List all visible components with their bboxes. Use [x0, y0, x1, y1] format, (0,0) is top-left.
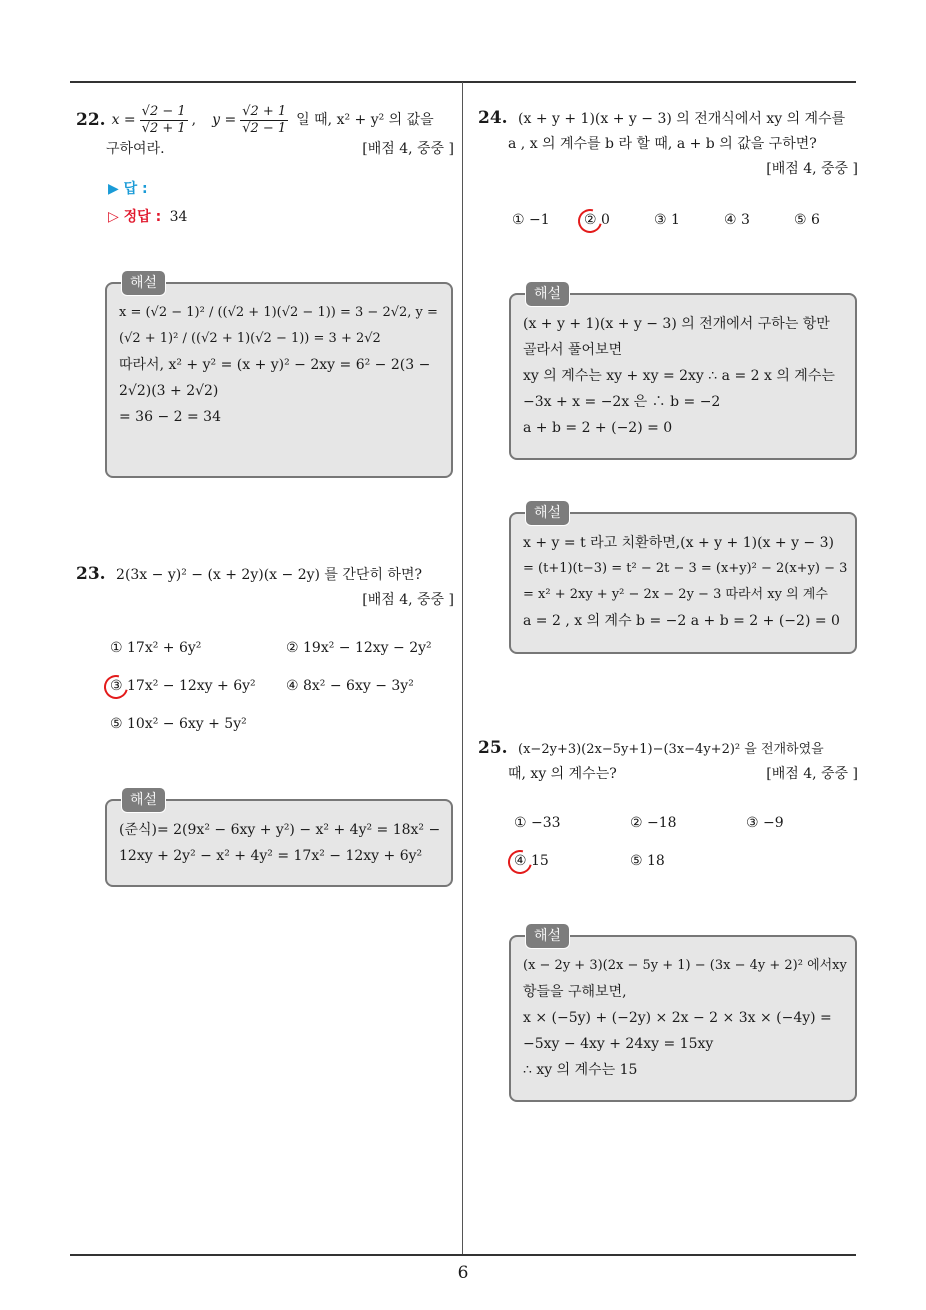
fraction-numerator: √2 + 1: [242, 104, 287, 119]
question-line-1: (x + y + 1)(x + y − 3) 의 전개식에서 xy 의 계수를: [518, 111, 846, 127]
explanation-box: [105, 275, 453, 478]
choice-1[interactable]: ① −33: [514, 815, 561, 831]
choice-2[interactable]: ② −18: [630, 815, 677, 831]
score-meta: [배점 4, 중중 ]: [766, 766, 858, 782]
explanation-tab: 해설: [525, 500, 570, 526]
y-equals: y =: [212, 112, 237, 128]
choice-2[interactable]: ② 0: [584, 212, 610, 228]
explanation-line: ∴ xy 의 계수는 15: [523, 1062, 638, 1078]
explanation-line: 항들을 구해보면,: [523, 984, 627, 1000]
explanation-tab: 해설: [121, 270, 166, 296]
explanation-line: −5xy − 4xy + 24xy = 15xy: [523, 1036, 714, 1052]
explanation-line: (x + y + 1)(x + y − 3) 의 전개에서 구하는 항만: [523, 316, 830, 332]
explanation-line: 12xy + 2y² − x² + 4y² = 17x² − 12xy + 6y²: [119, 848, 423, 864]
explanation-line: = x² + 2xy + y² − 2x − 2y − 3 따라서 xy 의 계수: [523, 587, 828, 602]
choice-4[interactable]: ④ 8x² − 6xy − 3y²: [286, 678, 414, 694]
choice-1[interactable]: ① −1: [512, 212, 550, 228]
fraction-denominator: √2 + 1: [141, 121, 186, 136]
problem-number: 24.: [478, 108, 508, 128]
fraction-numerator: √2 − 1: [141, 104, 186, 119]
score-meta: [배점 4, 중중 ]: [362, 141, 454, 157]
choice-3[interactable]: ③ −9: [746, 815, 784, 831]
selected-answer-circle: [504, 846, 537, 879]
explanation-line: x = (√2 − 1)² / ((√2 + 1)(√2 − 1)) = 3 − 2√2, y =: [119, 305, 438, 320]
bottom-rule: [70, 1254, 856, 1256]
selected-answer-circle: [100, 671, 133, 704]
explanation-line: 따라서, x² + y² = (x + y)² − 2xy = 6² − 2(3 −: [119, 357, 431, 373]
column-divider: [462, 82, 463, 1254]
explanation-line: a + b = 2 + (−2) = 0: [523, 420, 673, 436]
question-line-2: 구하여라.: [106, 141, 165, 157]
answer-line: [108, 178, 148, 198]
question-text: 2(3x − y)² − (x + 2y)(x − 2y) 를 간단히 하면?: [116, 567, 422, 583]
page-number: 6: [457, 1263, 469, 1283]
explanation-box: [509, 928, 857, 1102]
choice-2[interactable]: ② 19x² − 12xy − 2y²: [286, 640, 432, 656]
problem-25: [478, 736, 858, 787]
explanation-line: x × (−5y) + (−2y) × 2x − 2 × 3x × (−4y) =: [523, 1010, 832, 1026]
problem-22: [76, 104, 454, 162]
explanation-line: 골라서 풀어보면: [523, 342, 623, 358]
problem-24: [478, 106, 858, 182]
explanation-tab: 해설: [525, 923, 570, 949]
fraction-2: [240, 104, 288, 137]
explanation-line: 2√2)(3 + 2√2): [119, 383, 219, 399]
explanation-line: = (t+1)(t−3) = t² − 2t − 3 = (x+y)² − 2(x+y) − 3: [523, 561, 848, 576]
choice-5[interactable]: ⑤ 10x² − 6xy + 5y²: [110, 716, 247, 732]
explanation-box: [105, 792, 453, 887]
choice-3[interactable]: ③ 17x² − 12xy + 6y²: [110, 678, 256, 694]
problem-number: 22.: [76, 110, 106, 130]
question-line-1: (x−2y+3)(2x−5y+1)−(3x−4y+2)² 을 전개하였을: [518, 742, 824, 757]
problem-23: [76, 562, 454, 613]
comma: ,: [191, 112, 197, 128]
choice-4[interactable]: ④ 15: [514, 853, 549, 869]
solution-line: [108, 206, 187, 226]
choice-3[interactable]: ③ 1: [654, 212, 680, 228]
explanation-line: = 36 − 2 = 34: [119, 409, 221, 425]
solution-value: 34: [169, 209, 188, 225]
explanation-line: x + y = t 라고 치환하면,(x + y + 1)(x + y − 3): [523, 535, 834, 551]
choice-4[interactable]: ④ 3: [724, 212, 750, 228]
answer-label: ▶ 답 :: [108, 181, 148, 197]
explanation-line: (√2 + 1)² / ((√2 + 1)(√2 − 1)) = 3 + 2√2: [119, 331, 381, 346]
problem-number: 23.: [76, 564, 106, 584]
explanation-box-alt: [509, 505, 857, 654]
explanation-line: (x − 2y + 3)(2x − 5y + 1) − (3x − 4y + 2)² 에서xy: [523, 958, 847, 973]
choice-1[interactable]: ① 17x² + 6y²: [110, 640, 202, 656]
explanation-tab: 해설: [525, 281, 570, 307]
problem-number: 25.: [478, 738, 508, 758]
choice-5[interactable]: ⑤ 6: [794, 212, 820, 228]
top-rule: [70, 81, 856, 83]
fraction-1: [140, 104, 188, 137]
explanation-line: (준식)= 2(9x² − 6xy + y²) − x² + 4y² = 18x² −: [119, 822, 441, 838]
question-line-2: a , x 의 계수를 b 라 할 때, a + b 의 값을 구하면?: [508, 136, 817, 152]
solution-label: ▷ 정답 :: [108, 209, 162, 225]
explanation-line: a = 2 , x 의 계수 b = −2 a + b = 2 + (−2) = 0: [523, 613, 840, 629]
x-equals: x =: [111, 112, 136, 128]
explanation-line: −3x + x = −2x 은 ∴ b = −2: [523, 394, 721, 410]
explanation-box: [509, 286, 857, 460]
question-line-2: 때, xy 의 계수는?: [508, 766, 617, 782]
selected-answer-circle: [574, 205, 607, 238]
explanation-line: xy 의 계수는 xy + xy = 2xy ∴ a = 2 x 의 계수는: [523, 368, 835, 384]
explanation-tab: 해설: [121, 787, 166, 813]
question-tail: 일 때, x² + y² 의 값을: [296, 112, 434, 128]
score-meta: [배점 4, 중중 ]: [362, 592, 454, 608]
choice-5[interactable]: ⑤ 18: [630, 853, 665, 869]
fraction-denominator: √2 − 1: [242, 121, 287, 136]
score-meta: [배점 4, 중중 ]: [766, 161, 858, 177]
